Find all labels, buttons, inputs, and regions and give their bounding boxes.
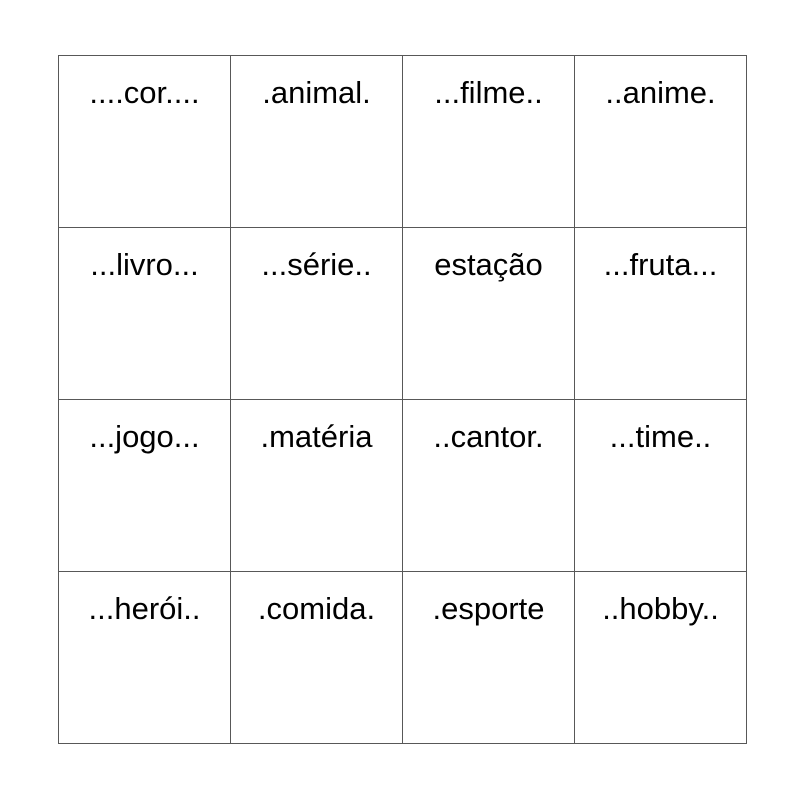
- bingo-cell[interactable]: [231, 56, 403, 228]
- bingo-card-grid: [58, 55, 747, 744]
- bingo-cell[interactable]: [575, 572, 747, 744]
- bingo-cell-label: ...série..: [261, 247, 372, 282]
- bingo-cell[interactable]: [403, 56, 575, 228]
- bingo-cell[interactable]: [231, 572, 403, 744]
- bingo-cell-label: .matéria: [260, 419, 373, 454]
- bingo-cell-label: .esporte: [432, 591, 545, 626]
- bingo-cell[interactable]: [59, 400, 231, 572]
- bingo-cell[interactable]: [59, 572, 231, 744]
- bingo-cell[interactable]: [231, 228, 403, 400]
- bingo-row: [59, 56, 747, 228]
- bingo-cell-label: ..hobby..: [602, 591, 719, 626]
- bingo-cell[interactable]: [575, 228, 747, 400]
- bingo-cell[interactable]: [59, 228, 231, 400]
- bingo-cell[interactable]: [59, 56, 231, 228]
- bingo-cell-label: ..cantor.: [433, 419, 544, 454]
- bingo-cell-label: ...time..: [609, 419, 712, 454]
- bingo-cell[interactable]: [231, 400, 403, 572]
- bingo-cell-label: ...fruta...: [603, 247, 718, 282]
- bingo-cell[interactable]: [403, 228, 575, 400]
- bingo-cell-label: estação: [434, 247, 543, 282]
- bingo-cell-label: ...livro...: [90, 247, 199, 282]
- bingo-cell[interactable]: [403, 572, 575, 744]
- bingo-cell-label: ...herói..: [88, 591, 201, 626]
- bingo-cell[interactable]: [575, 56, 747, 228]
- bingo-cell-label: ...jogo...: [89, 419, 200, 454]
- bingo-row: [59, 572, 747, 744]
- bingo-cell-label: .comida.: [257, 591, 376, 626]
- bingo-cell-label: .animal.: [262, 75, 371, 110]
- bingo-row: [59, 400, 747, 572]
- bingo-cell-label: ...filme..: [434, 75, 543, 110]
- bingo-cell-label: ..anime.: [605, 75, 716, 110]
- bingo-row: [59, 228, 747, 400]
- bingo-cell[interactable]: [575, 400, 747, 572]
- bingo-cell-label: ....cor....: [89, 75, 200, 110]
- bingo-cell[interactable]: [403, 400, 575, 572]
